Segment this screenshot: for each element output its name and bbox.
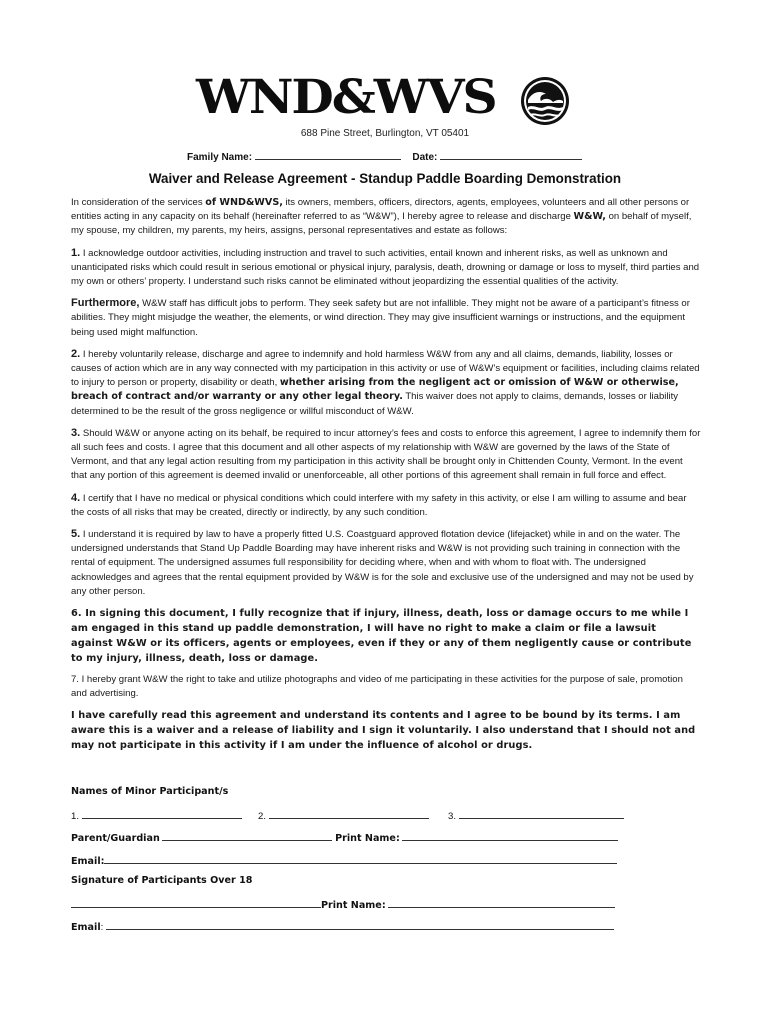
minor-1-field[interactable] [82,808,242,819]
acknowledgement-paragraph: I have carefully read this agreement and understand its contents and I agree to be bound by its terms. I am aware this is a waiver and a release of liability and I sign it voluntarily. I also understand that I should not and may not participate in this activity if I am under the influence of alcohol or drugs. [71,710,696,752]
date-label: Date: [412,152,438,163]
participant-signature-row [71,897,615,911]
wave-emblem-icon [520,76,570,126]
clause-1: 1. I acknowledge outdoor activities, including instruction and travel to such activities, entail known and inherent risks, as well as unknown and unanticipated risks which could result in serious emotional or physical injury, paralysis, death, drowning or damage or loss to myself, third parties and my own or others’ property. I understand such risks cannot be eliminated without jeopardizing the essential qualities of the activity. [71,246,700,288]
document-title: Waiver and Release Agreement - Standup Paddle Boarding Demonstration [148,171,622,186]
clause-7: 7. I hereby grant W&W the right to take and utilize photographs and video of me participating in these activities for the purpose of sale, promotion and advertising. [71,674,683,700]
clause-2: 2. I hereby voluntarily release, discharge and agree to indemnify and hold harmless W&W from any and all claims, demands, liability, losses or causes of action which are in any way connected with my participation in this activity or use of W&W’s equipment or facilities, including claims related to injury to person or property, disability or death, whether arising from the negligent act or omission of W&W or otherwise, breach of contract and/or warranty or any other legal theory. This waiver does not apply to claims, demands, losses or liability determined to be the result of the gross negligence or willful misconduct of W&W. [71,347,700,417]
clause-6: 6. In signing this document, I fully recognize that if injury, illness, death, loss or damage occurs to me while I am engaged in this stand up paddle demonstration, I will have no right to make a claim or file a lawsuit against W&W or its officers, agents or employees, even if they or any of them negligently cause or contribute to my injury, illness, death, loss or damage. [71,608,692,665]
clause-5: 5. I understand it is required by law to have a properly fitted U.S. Coastguard approved flotation device (lifejacket) while in and on the water. The undersigned understands that Stand Up Paddle Boarding may have inherent risks and W&W is not providing such training in connection with the rental of equipment. The undersigned assumes full responsibility for deciding where, when and with whom to float with. The undersigned acknowledges and agrees that the rental equipment provided by W&W is for the sole and exclusive use of the undersigned and may not be used by any other person. [71,528,694,597]
family-name-field[interactable] [255,149,401,160]
email-label: Email: [71,856,105,867]
family-date-row [187,149,582,163]
participant-signature-field[interactable] [71,897,321,908]
family-name-label: Family Name: [187,152,253,163]
participant-print-name-field[interactable] [388,897,615,908]
brand-logo [196,70,586,128]
print-name-label: Print Name: [335,833,400,844]
furthermore-paragraph: Furthermore, W&W staff has difficult jobs to perform. They seek safety but are not infallible. They might not be aware of a participant’s fitness or abilities. They might misjudge the weather, the elements, or wind direction. They may give insufficient warnings or instructions, and the equipment being used might malfunction. [71,297,690,338]
email-label-2: Email [71,922,101,933]
date-field[interactable] [440,149,582,160]
parent-guardian-field[interactable] [162,830,332,841]
parent-row [71,830,618,844]
minor-1-row: 1. [71,808,242,822]
minors-heading: Names of Minor Participant/s [71,786,229,797]
clause-3: 3. Should W&W or anyone acting on its behalf, be required to incur attorney’s fees and costs to enforce this agreement, I agree to indemnify them for all such fees and costs. I agree that this document and all other aspects of my relationship with W&W are governed by the laws of the State of Vermont, and that any legal action resulting from my participation in this activity shall be brought only in Chittenden County, Vermont. In the event that any portion of this agreement is deemed invalid or unenforceable, all other portions of this agreement shall remain in full force and effect. [71,426,701,482]
minor-2-field[interactable] [269,808,429,819]
print-name-label-2: Print Name: [321,900,386,911]
email-field[interactable] [104,853,617,864]
parent-print-name-field[interactable] [402,830,618,841]
clause-4: 4. I certify that I have no medical or physical conditions which could interfere with my safety in this activity, or else I am willing to assume and bear the costs of all risks that may be created, directly or indirectly, by any such condition. [71,491,687,518]
minor-2-row: 2. [258,808,429,822]
address-line: 688 Pine Street, Burlington, VT 05401 [300,128,470,139]
parent-guardian-label: Parent/Guardian [71,833,160,844]
agreement-body [71,196,701,760]
brand-wordmark: WND&WVS [196,70,496,125]
minor-3-row: 3. [448,808,624,822]
over-18-heading: Signature of Participants Over 18 [71,875,253,886]
participant-email-field[interactable] [106,919,614,930]
email-row [71,853,617,867]
participant-email-row: Email: [71,919,614,933]
intro-paragraph: In consideration of the services of WND&WVS, its owners, members, officers, directors, agents, employees, volunteers and all other persons or entities acting in any capacity on its behalf (hereinafter referred to as “W&W”), I hereby agree to release and discharge W&W, on behalf of myself, my spouse, my children, my parents, my heirs, assigns, personal representatives and estate as follows: [71,197,692,237]
minor-3-field[interactable] [459,808,624,819]
